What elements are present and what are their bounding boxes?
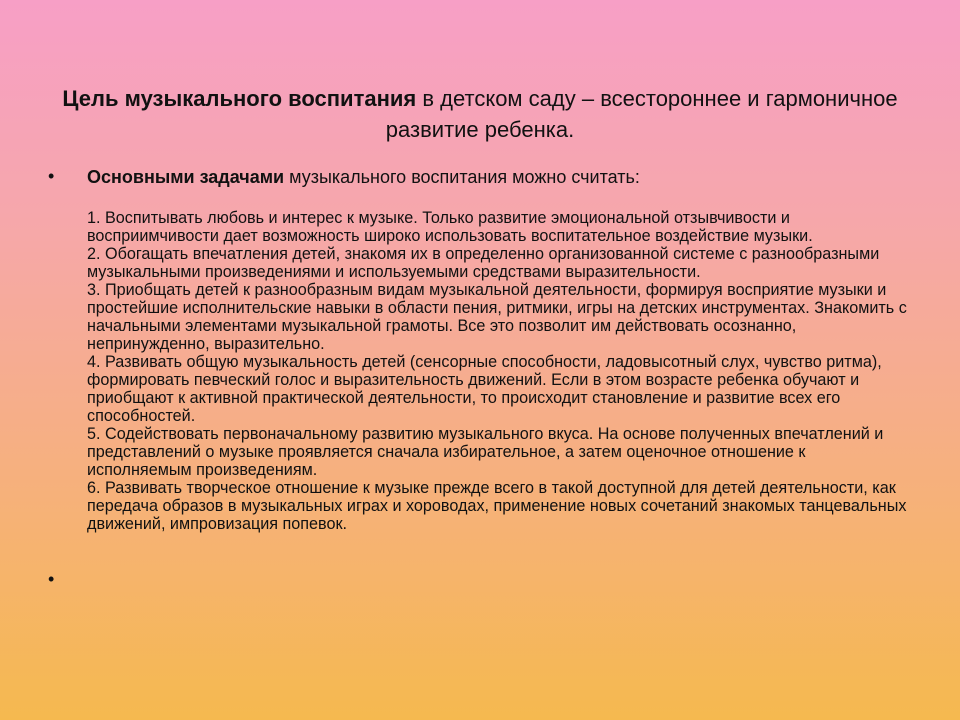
task-list (87, 209, 912, 533)
tasks-heading-rest: музыкального воспитания можно считать: (284, 167, 640, 187)
empty-bullet-marker: • (48, 569, 55, 589)
task-item-1: 1. Воспитывать любовь и интерес к музыке. Только развитие эмоциональной отзывчивости и восприимчивости дает возможность широко использовать воспитательное воздействие музыки. (87, 209, 813, 245)
task-item-5: 5. Содействовать первоначальному развитию музыкального вкуса. На основе полученных впечатлений и представлений о музыке проявляется сначала избирательное, а затем оценочное отношение к исполняемым произведениям. (87, 425, 884, 479)
tasks-heading (87, 166, 907, 188)
slide-title-bold: Цель музыкального воспитания (62, 86, 417, 111)
task-item-4: 4. Развивать общую музыкальность детей (сенсорные способности, ладовысотный слух, чувство ритма), формировать певческий голос и выразительность движений. Если в этом возрасте ребенка обучают и приобщают к активной практической деятельности, то происходит становление и развитие всех его способностей. (87, 353, 882, 425)
slide-title-rest: в детском саду – всестороннее и гармоничное развитие ребенка. (385, 86, 898, 142)
bullet-marker: • (48, 166, 55, 186)
slide-title (60, 83, 900, 145)
task-item-3: 3. Приобщать детей к разнообразным видам музыкальной деятельности, формируя восприятие музыки и простейшие исполнительские навыки в области пения, ритмики, игры на детских инструментах. Знакомить с начальными элементами музыкальной грамоты. Все это позволит им действовать осознанно, непринужденно, выразительно. (87, 281, 907, 353)
tasks-heading-bold: Основными задачами (87, 167, 285, 187)
task-item-6: 6. Развивать творческое отношение к музыке прежде всего в такой доступной для детей деятельности, как передача образов в музыкальных играх и хороводах, применение новых сочетаний знакомых танцевальных движений, импровизация попевок. (87, 479, 907, 533)
task-item-2: 2. Обогащать впечатления детей, знакомя их в определенно организованной системе с разнообразными музыкальными произведениями и используемыми средствами выразительности. (87, 245, 880, 281)
